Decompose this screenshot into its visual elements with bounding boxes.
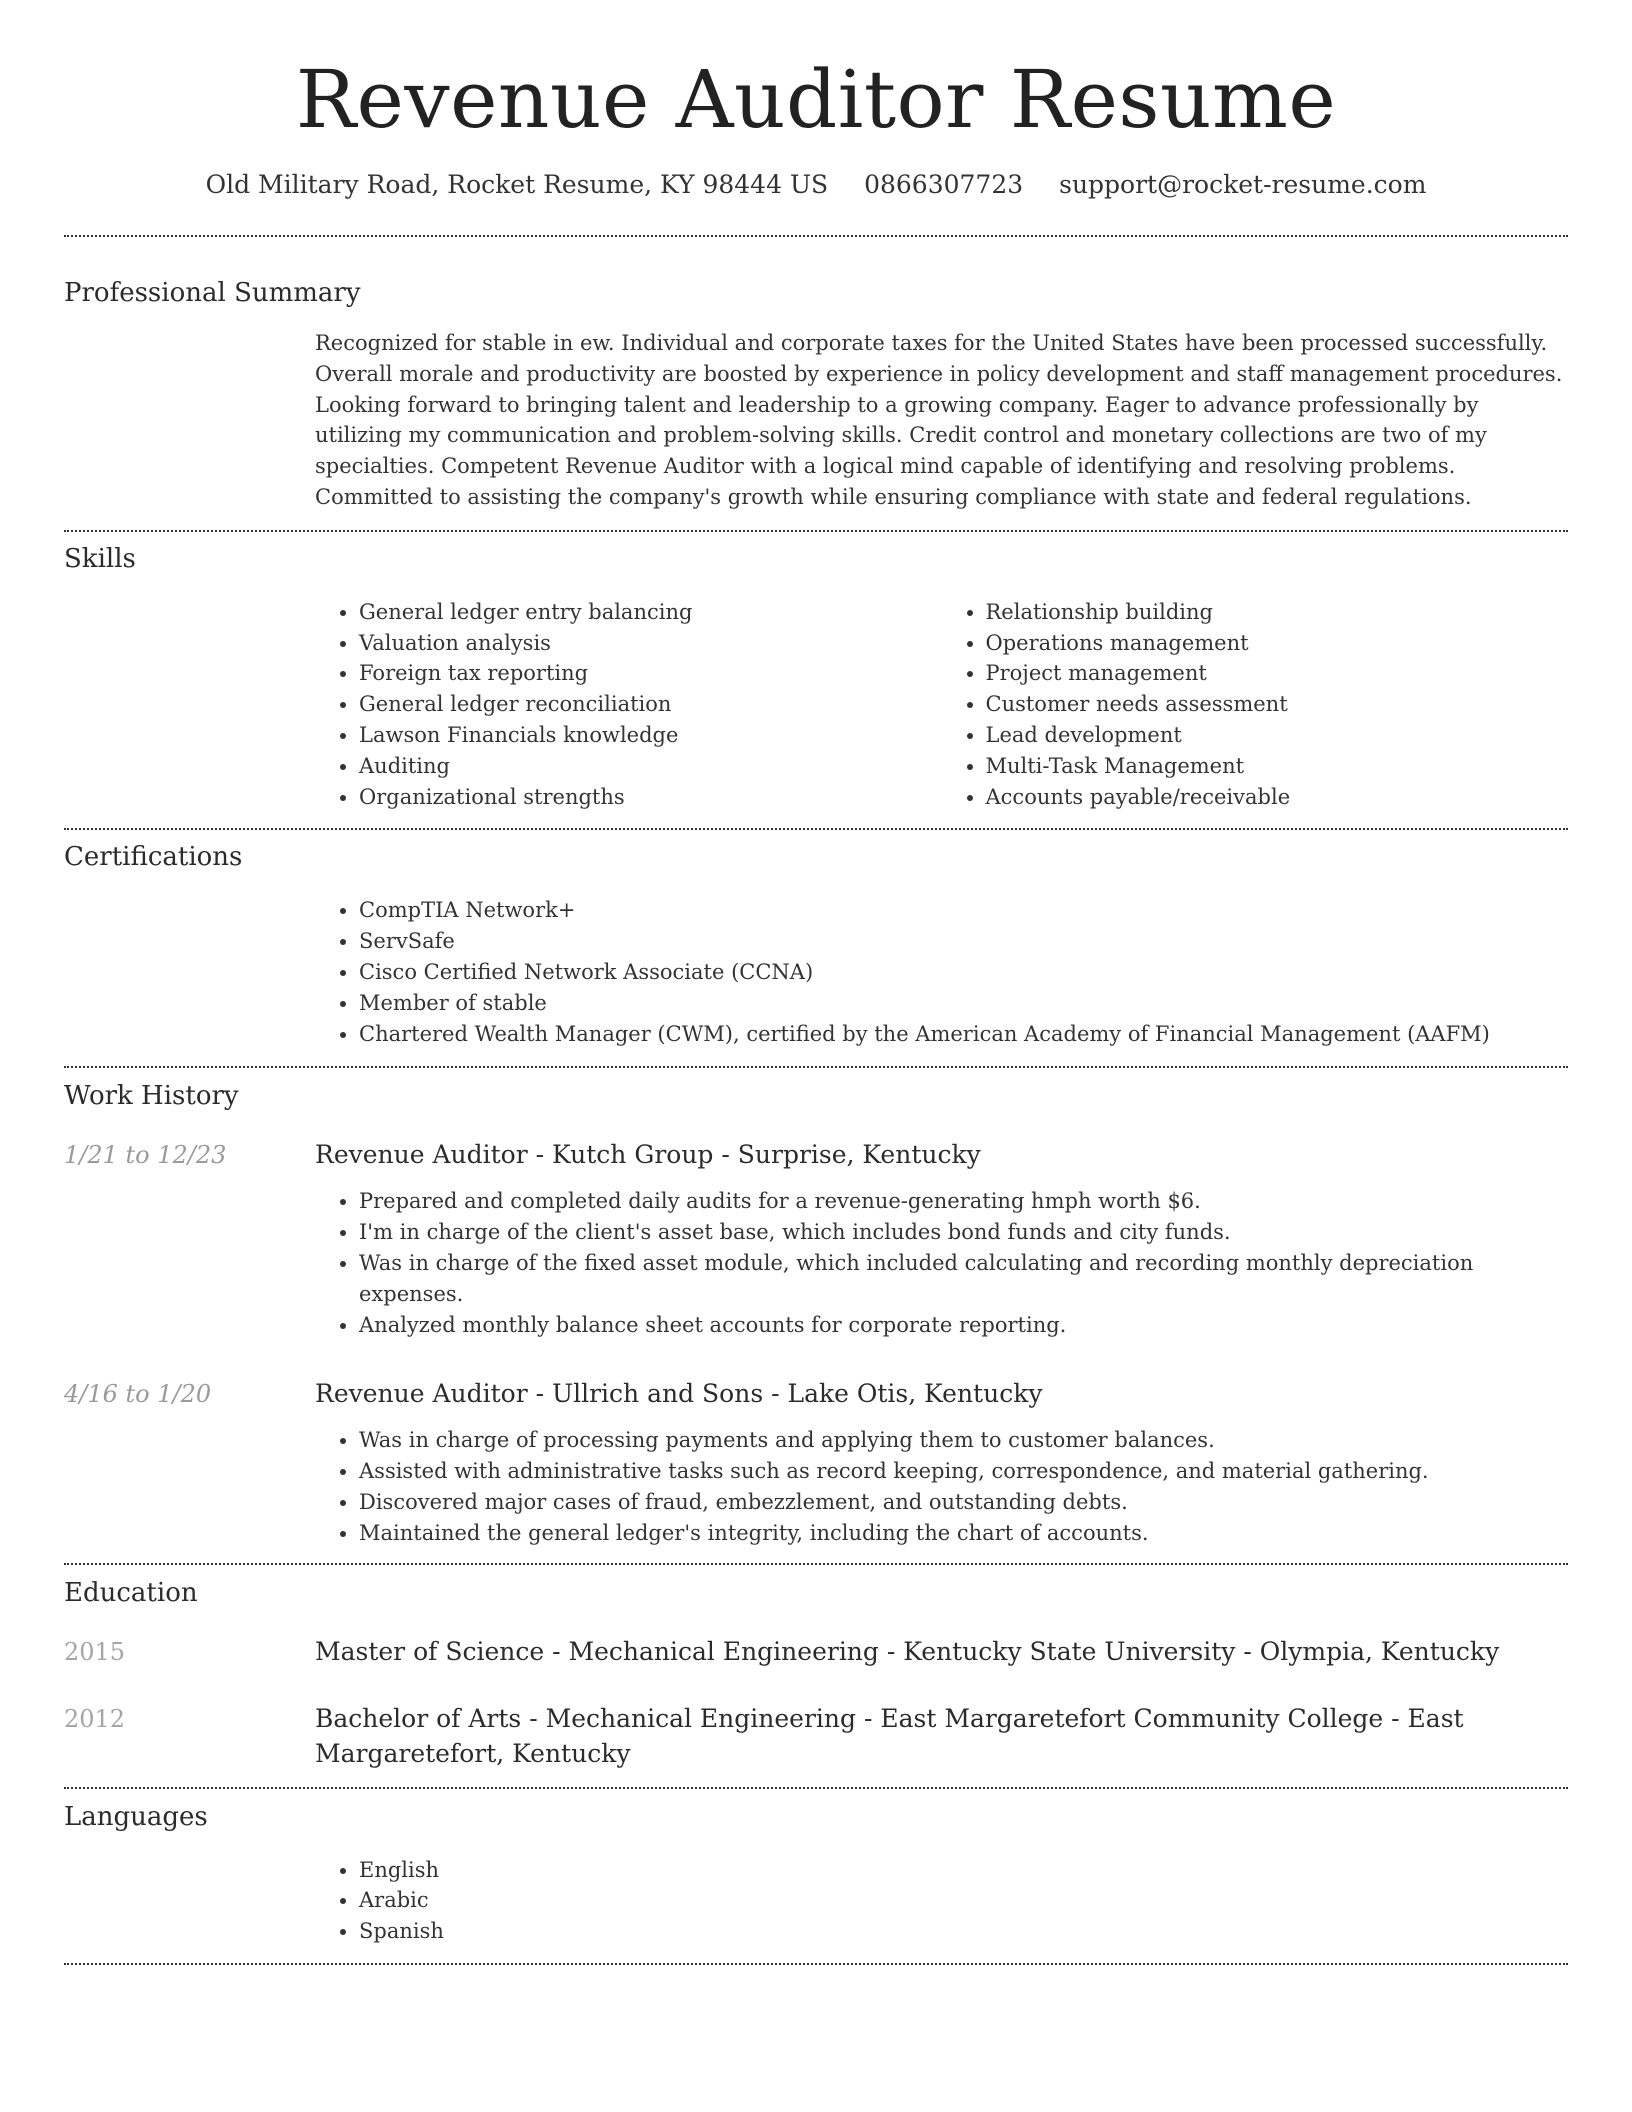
job-details bbox=[315, 1186, 1568, 1340]
contact-line bbox=[64, 168, 1568, 202]
job-title: Revenue Auditor - Kutch Group - Surprise, Kentucky bbox=[315, 1140, 981, 1170]
skills-list-left bbox=[315, 597, 942, 813]
list-item: • Arabic bbox=[359, 1885, 1568, 1916]
list-item: • Project management bbox=[986, 658, 1569, 689]
job-bullets bbox=[315, 1425, 1568, 1548]
section-heading-languages: Languages bbox=[64, 1801, 208, 1832]
list-item: • Chartered Wealth Manager (CWM), certified by the American Academy of Financial Management (AAFM) bbox=[359, 1019, 1568, 1050]
list-item: • Maintained the general ledger's integrity, including the chart of accounts. bbox=[359, 1518, 1568, 1549]
list-item: • Discovered major cases of fraud, embezzlement, and outstanding debts. bbox=[359, 1487, 1568, 1518]
languages-section bbox=[64, 1789, 1568, 1947]
education-degree: Master of Science - Mechanical Engineering - Kentucky State University - Olympia, Kentucky bbox=[315, 1636, 1500, 1666]
skills-list-right bbox=[942, 597, 1569, 813]
list-item: • Relationship building bbox=[986, 597, 1569, 628]
section-heading-work: Work History bbox=[64, 1081, 239, 1112]
languages-content bbox=[315, 1855, 1568, 1947]
section-heading-summary: Professional Summary bbox=[64, 278, 361, 308]
list-item: • Multi-Task Management bbox=[986, 751, 1569, 782]
resume-page bbox=[64, 0, 1568, 1965]
education-entry bbox=[64, 1701, 1568, 1771]
list-item: • CompTIA Network+ bbox=[359, 895, 1568, 926]
education-year: 2015 bbox=[64, 1637, 126, 1666]
list-item: • Accounts payable/receivable bbox=[986, 782, 1569, 813]
summary-content bbox=[315, 328, 1568, 513]
section-heading-certifications: Certifications bbox=[64, 842, 243, 873]
languages-list bbox=[315, 1855, 1568, 1947]
list-item: • Operations management bbox=[986, 628, 1569, 659]
job-details bbox=[315, 1425, 1568, 1548]
list-item: • General ledger reconciliation bbox=[359, 689, 942, 720]
section-heading-education: Education bbox=[64, 1577, 198, 1608]
list-item: • Member of stable bbox=[359, 988, 1568, 1019]
work-section bbox=[64, 1068, 1568, 1548]
summary-text: Recognized for stable in ew. Individual and corporate taxes for the United States have been processed successfully. Overall morale and productivity are boosted by experience in policy development and staff management procedures. Looking forward to bringing talent and leadership to a growing company. Eager to advance professionally by utilizing my communication and problem-solving skills. Credit control and monetary collections are two of my specialties. Competent Revenue Auditor with a logical mind capable of identifying and resolving problems. Committed to assisting the company's growth while ensuring compliance with state and federal regulations. bbox=[315, 331, 1563, 509]
list-item: • Assisted with administrative tasks such as record keeping, correspondence, and material gathering. bbox=[359, 1456, 1568, 1487]
skills-content bbox=[315, 597, 1568, 813]
job-dates: 1/21 to 12/23 bbox=[64, 1141, 227, 1170]
list-item: • Valuation analysis bbox=[359, 628, 942, 659]
job-bullets bbox=[315, 1186, 1568, 1340]
education-degree: Bachelor of Arts - Mechanical Engineering - East Margaretefort Community College - East Margaretefort, Kentucky bbox=[315, 1703, 1464, 1768]
job-entry bbox=[64, 1376, 1568, 1548]
list-item: • Cisco Certified Network Associate (CCNA) bbox=[359, 957, 1568, 988]
list-item: • Foreign tax reporting bbox=[359, 658, 942, 689]
certifications-list bbox=[315, 895, 1568, 1049]
job-header bbox=[64, 1376, 1568, 1411]
list-item: • Organizational strengths bbox=[359, 782, 942, 813]
education-section bbox=[64, 1565, 1568, 1771]
skills-section bbox=[64, 532, 1568, 813]
contact-address: Old Military Road, Rocket Resume, KY 98444 US bbox=[205, 170, 829, 199]
divider bbox=[64, 1963, 1568, 1965]
job-title: Revenue Auditor - Ullrich and Sons - Lake Otis, Kentucky bbox=[315, 1379, 1043, 1409]
section-heading-skills: Skills bbox=[64, 543, 136, 574]
list-item: • Analyzed monthly balance sheet accounts for corporate reporting. bbox=[359, 1310, 1568, 1341]
list-item: • I'm in charge of the client's asset base, which includes bond funds and city funds. bbox=[359, 1217, 1568, 1248]
job-entry bbox=[64, 1137, 1568, 1340]
certifications-content bbox=[315, 895, 1568, 1049]
education-year: 2012 bbox=[64, 1704, 126, 1733]
summary-section bbox=[64, 237, 1568, 513]
list-item: • Auditing bbox=[359, 751, 942, 782]
contact-phone: 0866307723 bbox=[864, 170, 1024, 199]
contact-email: support@rocket-resume.com bbox=[1059, 170, 1427, 199]
list-item: • ServSafe bbox=[359, 926, 1568, 957]
list-item: • General ledger entry balancing bbox=[359, 597, 942, 628]
list-item: • Was in charge of processing payments and applying them to customer balances. bbox=[359, 1425, 1568, 1456]
list-item: • Spanish bbox=[359, 1916, 1568, 1947]
list-item: • Lead development bbox=[986, 720, 1569, 751]
list-item: • English bbox=[359, 1855, 1568, 1886]
job-dates: 4/16 to 1/20 bbox=[64, 1380, 212, 1409]
page-title: Revenue Auditor Resume bbox=[295, 53, 1337, 146]
list-item: • Lawson Financials knowledge bbox=[359, 720, 942, 751]
list-item: • Prepared and completed daily audits for a revenue-generating hmph worth $6. bbox=[359, 1186, 1568, 1217]
job-header bbox=[64, 1137, 1568, 1172]
certifications-section bbox=[64, 830, 1568, 1049]
list-item: • Was in charge of the fixed asset module, which included calculating and recording monthly depreciation expenses. bbox=[359, 1248, 1568, 1310]
list-item: • Customer needs assessment bbox=[986, 689, 1569, 720]
education-entry bbox=[64, 1634, 1568, 1669]
